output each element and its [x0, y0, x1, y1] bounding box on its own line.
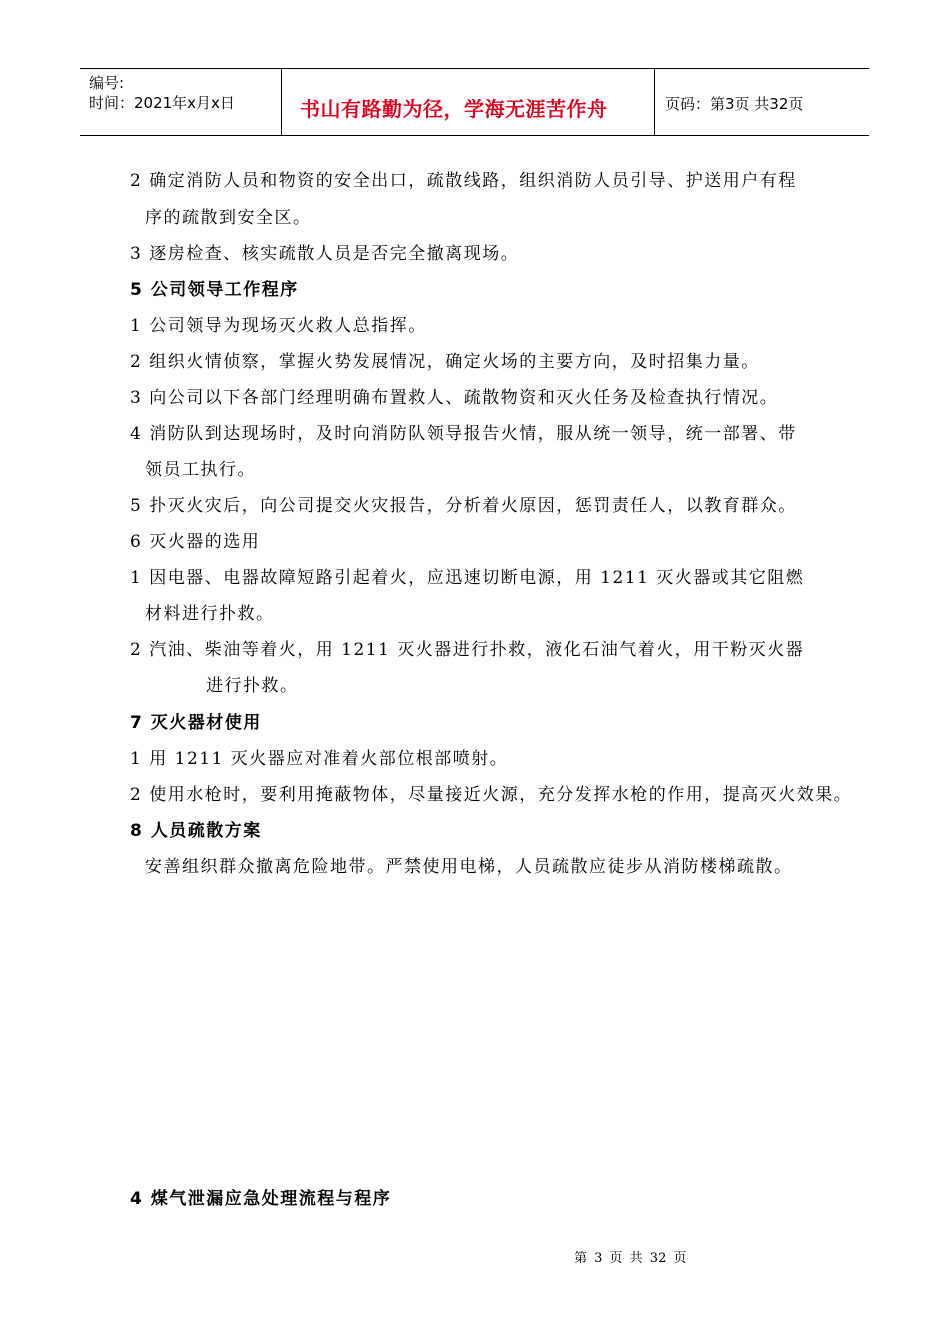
- paragraph-line: 2 组织火情侦察，掌握火势发展情况，确定火场的主要方向，及时招集力量。: [130, 352, 760, 372]
- section-heading: 5 公司领导工作程序: [130, 280, 299, 300]
- header-page-number: 页码：第3页 共32页: [665, 95, 804, 113]
- paragraph-line: 1 用 1211 灭火器应对准着火部位根部喷射。: [130, 749, 509, 769]
- section-heading: 4 煤气泄漏应急处理流程与程序: [130, 1189, 392, 1209]
- footer-page-number: 第 3 页 共 32 页: [574, 1251, 687, 1266]
- section-heading: 7 灭火器材使用: [130, 713, 262, 733]
- paragraph-line: 3 向公司以下各部门经理明确布置救人、疏散物资和灭火任务及检查执行情况。: [130, 388, 779, 408]
- paragraph-line: 进行扑救。: [206, 676, 299, 696]
- paragraph-line: 3 逐房检查、核实疏散人员是否完全撤离现场。: [130, 244, 520, 264]
- header-middle-cell: [282, 69, 655, 135]
- paragraph-line: 6 灭火器的选用: [130, 532, 261, 552]
- paragraph-line: 1 公司领导为现场灭火救人总指挥。: [130, 316, 427, 336]
- paragraph-line: 序的疏散到安全区。: [145, 208, 312, 228]
- document-number-label: 编号:: [89, 74, 125, 92]
- header-table: [80, 68, 869, 136]
- section-heading: 8 人员疏散方案: [130, 821, 262, 841]
- header-left-cell: [80, 69, 282, 135]
- paragraph-line: 领员工执行。: [145, 460, 256, 480]
- paragraph-line: 安善组织群众撤离危险地带。严禁使用电梯，人员疏散应徒步从消防楼梯疏散。: [145, 857, 793, 877]
- paragraph-line: 材料进行扑救。: [145, 604, 275, 624]
- paragraph-line: 2 汽油、柴油等着火，用 1211 灭火器进行扑救，液化石油气着火，用干粉灭火器: [130, 640, 805, 660]
- paragraph-line: 4 消防队到达现场时，及时向消防队领导报告火情，服从统一领导，统一部署、带: [130, 424, 797, 444]
- paragraph-line: 5 扑灭火灾后，向公司提交火灾报告，分析着火原因，惩罚责任人，以教育群众。: [130, 496, 797, 516]
- paragraph-line: 2 使用水枪时，要利用掩蔽物体，尽量接近火源，充分发挥水枪的作用，提高灭火效果。: [130, 785, 853, 805]
- header-motto: 书山有路勤为径，学海无涯苦作舟: [300, 97, 608, 121]
- header-right-cell: [655, 69, 869, 135]
- paragraph-line: 2 确定消防人员和物资的安全出口，疏散线路，组织消防人员引导、护送用户有程: [130, 171, 797, 191]
- paragraph-line: 1 因电器、电器故障短路引起着火，应迅速切断电源，用 1211 灭火器或其它阻燃: [130, 568, 805, 588]
- document-time-label: 时间：2021年x月x日: [89, 94, 235, 112]
